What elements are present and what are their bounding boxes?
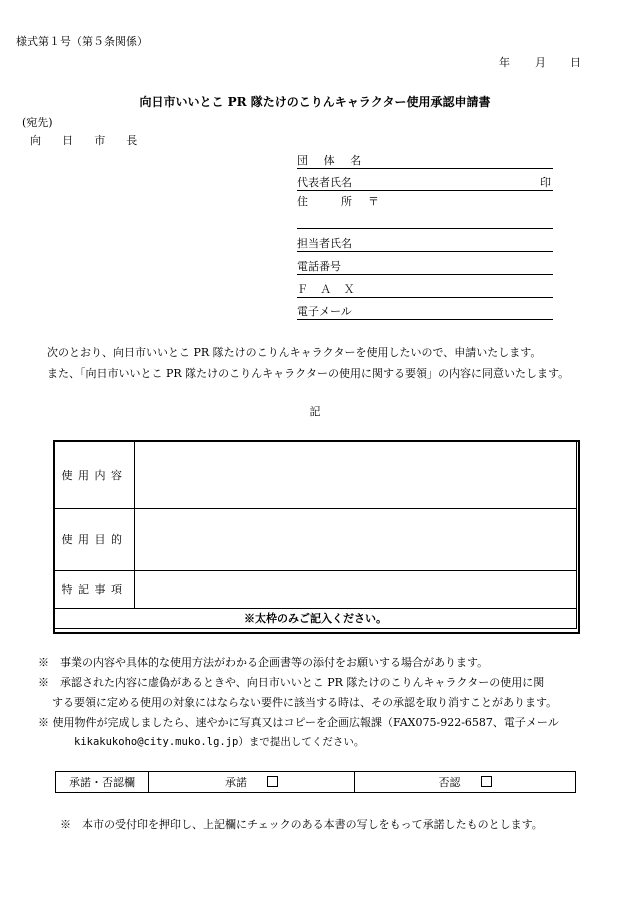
table-row [56, 772, 576, 793]
address-line-2[interactable] [297, 211, 553, 229]
addressee-prefix: (宛先) [22, 116, 53, 129]
date-month: 月 [535, 56, 546, 69]
usage-purpose-field[interactable] [135, 509, 577, 571]
deny-cell[interactable] [355, 772, 576, 793]
approval-table [55, 771, 576, 793]
table-footer-row [55, 609, 577, 629]
note-2b: する要領に定める使用の対象にはならない要件に該当する時は、その承認を取り消すことがあります。 [52, 696, 558, 709]
org-name-field[interactable] [297, 151, 553, 169]
postal-mark: 〒 [368, 195, 379, 208]
address-line-1[interactable] [297, 194, 553, 211]
date-year: 年 [499, 56, 510, 69]
contact-person-field[interactable] [297, 234, 553, 252]
org-name-label: 団 体 名 [297, 154, 368, 167]
phone-field[interactable] [297, 257, 553, 275]
ki-heading: 記 [309, 405, 321, 418]
footer-note: ※ 本市の受付印を押印し、上記欄にチェックのある本書の写しをもって承諾したものとします。 [60, 818, 543, 831]
approve-label: 承諾 [225, 776, 247, 789]
intro-line-1: 次のとおり、向日市いいとこ PR 隊たけのこりんキャラクターを使用したいので、申請いたします。 [47, 346, 542, 359]
contact-person-label: 担当者氏名 [297, 237, 352, 250]
rep-name-field[interactable] [297, 173, 553, 191]
seal-mark: 印 [540, 176, 551, 189]
usage-purpose-label: 使用目的 [55, 509, 135, 571]
usage-content-label: 使用内容 [55, 442, 135, 509]
note-3a: ※ 使用物件が完成しましたら、速やかに写真又はコピーを企画広報課（FAX075-922-6587、電子メール [38, 716, 559, 729]
special-notes-label: 特記事項 [55, 571, 135, 609]
approve-cell[interactable] [149, 772, 355, 793]
note-2a: ※ 承認された内容に虚偽があるときや、向日市いいとこ PR 隊たけのこりんキャラクターの使用に関 [38, 676, 545, 689]
table-row [55, 571, 577, 609]
rep-name-label: 代表者氏名 [297, 176, 352, 189]
email-field[interactable] [297, 302, 553, 320]
usage-content-field[interactable] [135, 442, 577, 509]
fax-field[interactable] [297, 280, 553, 298]
address-label: 住 所 [297, 195, 352, 208]
approve-checkbox[interactable] [267, 776, 278, 787]
intro-line-2: また、「向日市いいとこ PR 隊たけのこりんキャラクターの使用に関する要領」の内容に同意いたします。 [47, 367, 570, 380]
deny-label: 否認 [438, 776, 461, 789]
special-notes-field[interactable] [135, 571, 577, 609]
table-row [55, 509, 577, 571]
addressee-name: 向 日 市 長 [30, 134, 147, 147]
form-number: 様式第１号（第５条関係） [16, 35, 148, 48]
table-row [55, 442, 577, 509]
table-footer-note: ※太枠のみご記入ください。 [55, 609, 577, 629]
approval-label: 承諾・否認欄 [56, 772, 149, 793]
page-title: 向日市いいとこ PR 隊たけのこりんキャラクター使用承認申請書 [139, 95, 491, 109]
deny-checkbox[interactable] [481, 776, 492, 787]
phone-label: 電話番号 [297, 260, 341, 273]
note-1: ※ 事業の内容や具体的な使用方法がわかる企画書等の添付をお願いする場合があります。 [38, 656, 489, 669]
date-day: 日 [570, 56, 581, 69]
fax-label: Ｆ Ａ Ｘ [297, 283, 359, 296]
note-3b: kikakukoho@city.muko.lg.jp）まで提出してください。 [74, 736, 365, 748]
application-table [54, 441, 577, 629]
email-label: 電子メール [297, 305, 352, 318]
